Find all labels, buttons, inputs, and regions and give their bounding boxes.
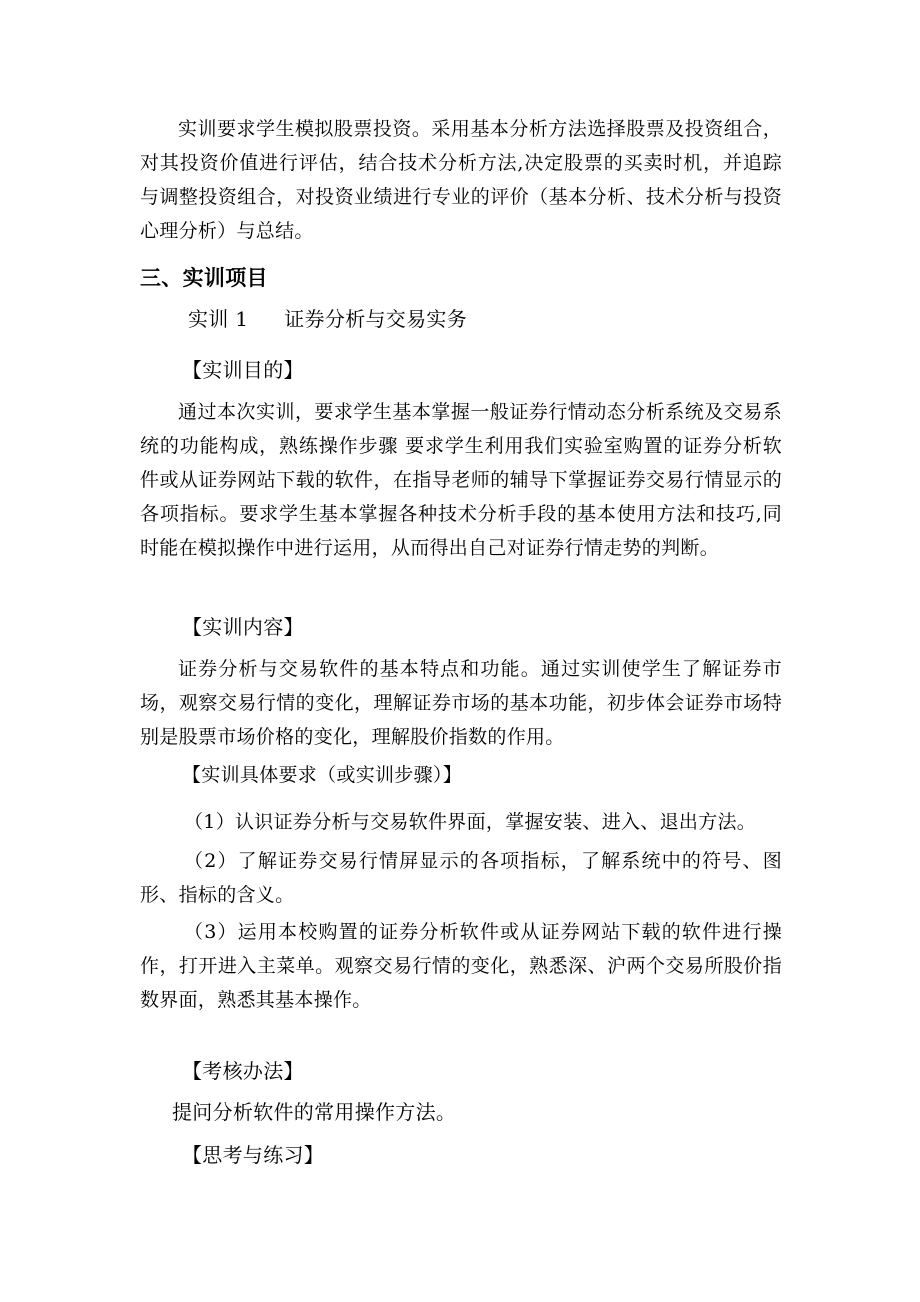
experiment-title-line (188, 307, 467, 331)
requirement-step-1: （1）认识证券分析与交易软件界面，掌握安装、进入、退出方法。 (184, 811, 757, 833)
purpose-paragraph: 通过本次实训，要求学生基本掌握一般证券行情动态分析系统及交易系统的功能构成，熟练操作步骤 要求学生利用我们实验室购置的证券分析软件或从证券网站下载的软件，在指导老师的辅导下掌握证券交易行情显示的各项指标。要求学生基本掌握各种技术分析手段的基本使用方法和技巧,同时能在模拟操作中进行运用，从而得出自己对证券行情走势的判断。 (140, 401, 782, 559)
content-paragraph: 证券分析与交易软件的基本特点和功能。通过实训使学生了解证券市场，观察交易行情的变化，理解证券市场的基本功能，初步体会证券市场特别是股票市场价格的变化，理解股价指数的作用。 (140, 658, 782, 748)
requirements-heading: 【实训具体要求（或实训步骤）】 (182, 764, 463, 786)
intro-paragraph: 实训要求学生模拟股票投资。采用基本分析方法选择股票及投资组合，对其投资价值进行评估，结合技术分析方法,决定股票的买卖时机，并追踪与调整投资组合，对投资业绩进行专业的评价（基本分析、技术分析与投资心理分析）与总结。 (140, 118, 782, 242)
section-heading: 三、实训项目 (140, 266, 268, 290)
exercises-heading: 【思考与练习】 (182, 1143, 325, 1167)
content-heading: 【实训内容】 (182, 615, 304, 639)
assessment-text: 提问分析软件的常用操作方法。 (172, 1100, 457, 1124)
assessment-heading: 【考核办法】 (182, 1059, 304, 1083)
requirement-step-3: （3）运用本校购置的证券分析软件或从证券网站下载的软件进行操作，打开进入主菜单。观察交易行情的变化，熟悉深、沪两个交易所股价指数界面，熟悉其基本操作。 (140, 921, 782, 1011)
experiment-title: 证券分析与交易实务 (284, 307, 467, 331)
requirement-step-2: （2）了解证券交易行情屏显示的各项指标，了解系统中的符号、图形、指标的含义。 (140, 850, 782, 906)
experiment-number: 实训 1 (188, 307, 249, 331)
purpose-heading: 【实训目的】 (182, 358, 304, 382)
